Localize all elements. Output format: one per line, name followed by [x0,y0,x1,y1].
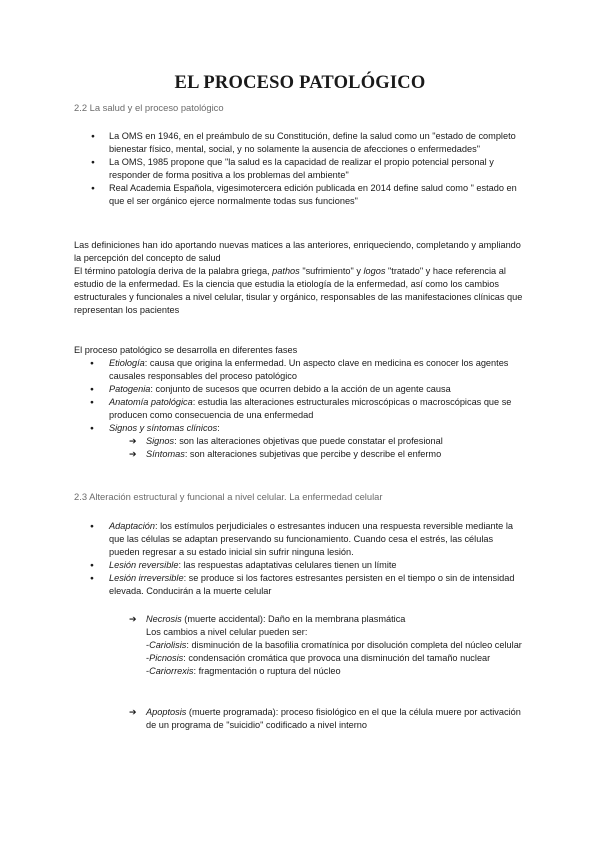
term: Etiología [109,358,145,368]
dash: - [146,666,150,676]
term: Picnosis [149,653,184,663]
list-item-pathological-anatomy [74,396,526,422]
text-span: "tratado" y hace referencia al estudio de la enfermedad. Es la ciencia que estudia la etiología de la enfermedad, así como los cambios estructurales y funcionales a nivel celular, tisular y orgánico, responsables de las manifestaciones clínicas que representan los pacientes [74,266,523,315]
text-span: : son alteraciones subjetivas que percibe y describe el enfermo [184,449,442,459]
phases-intro: El proceso patológico se desarrolla en diferentes fases [74,345,298,355]
dash: - [146,653,150,663]
term: Lesión reversible [109,560,179,570]
term: Necrosis [146,614,182,624]
text-span: : conjunto de sucesos que ocurren debido a la acción de un agente causa [150,384,451,394]
list-item-apoptosis [74,706,526,732]
definitions-paragraph [74,239,526,317]
term-logos: logos [363,266,386,276]
list-item-signs [74,435,526,448]
text-span: El término patología deriva de la palabra griega, [74,266,273,276]
arrow-right-icon: ➔ [129,614,137,624]
phases-block [74,344,526,461]
term: Cariolisis [149,640,187,650]
text-span: : [217,423,220,433]
list-item-reversible-injury [74,559,526,572]
term: Lesión irreversible [109,573,184,583]
term: Adaptación [109,521,155,531]
list-item-pathogenesis [74,383,526,396]
arrow-right-icon: ➔ [129,707,137,717]
list-item-irreversible-injury [74,572,526,598]
arrow-right-icon: ➔ [129,436,137,446]
term: Signos y síntomas clínicos [109,423,218,433]
text-span: : son las alteraciones objetivas que puede constatar el profesional [174,436,443,446]
list-item: ● La OMS, 1985 propone que "la salud es la capacidad de realizar el propio potencial personal y responder de forma positiva a los problemas del ambiente" [74,156,526,182]
term: Patogenia [109,384,151,394]
text-span: (muerte accidental): Daño en la membrana plasmática [181,614,406,624]
text-span: : las respuestas adaptativas celulares tienen un límite [178,560,397,570]
dash: - [146,640,150,650]
section-heading-2-3: 2.3 Alteración estructural y funcional a nivel celular. La enfermedad celular [74,491,383,502]
text-span: : estudia las alteraciones estructurales microscópicas o macroscópicas que se producen como consecuencia de una enfermedad [109,397,512,420]
term-pathos: pathos [272,266,300,276]
list-item-symptoms [74,448,526,461]
text-span: : causa que origina la enfermedad. Un aspecto clave en medicina es conocer los agentes causales responsables del proceso patológico [109,358,509,381]
item-picnosis [146,652,526,665]
list-item-adaptation [74,520,526,559]
necrosis-details [74,626,526,678]
item-cariorrexis [146,665,526,678]
term: Signos [146,436,175,446]
term: Apoptosis [146,707,187,717]
item-cariolisis [146,639,526,652]
page-title: EL PROCESO PATOLÓGICO [174,73,426,93]
list-item-etiology [74,357,526,383]
term: Síntomas [146,449,185,459]
term: Cariorrexis [149,666,194,676]
necrosis-block [74,613,526,678]
paragraph-pathology [74,265,526,317]
health-definitions-list [74,130,526,208]
list-item: ● Real Academia Española, vigesimotercera edición publicada en 2014 define salud como " estado en que el ser orgánico ejerce normalmente todas sus funciones" [74,182,526,208]
list-item-signs-symptoms [74,422,526,435]
list-item: ● La OMS en 1946, en el preámbulo de su Constitución, define la salud como un "estado de completo bienestar físico, mental, social, y no solamente la ausencia de afecciones o enfermedades" [74,130,526,156]
section-heading-2-2: 2.2 La salud y el proceso patológico [74,102,224,113]
text-span: "sufrimiento" y [299,266,364,276]
list-item-necrosis [74,613,526,626]
cellular-alterations-list [74,520,526,598]
apoptosis-block [74,706,526,732]
arrow-right-icon: ➔ [129,449,137,459]
paragraph-definitions: Las definiciones han ido aportando nuevas matices a las anteriores, enriqueciendo, completando y ampliando la percepción del concepto de salud [74,240,521,263]
text-span: : condensación cromática que provoca una disminución del tamaño nuclear [183,653,491,663]
text-span: : los estímulos perjudiciales o estresantes inducen una respuesta reversible mediante la que las células se adaptan preservando su funcionamiento. Cuando cesa el estrés, las células pueden regresar a su estado inicial sin sufrir ninguna lesión. [109,521,513,557]
text-span: : se produce si los factores estresantes persisten en el tiempo o sin de intensidad elevada. Conducirán a la muerte celular [109,573,515,596]
text-span: (muerte programada): proceso fisiológico en el que la célula muere por activación de un programa de "suicidio" codificado a nivel interno [146,707,521,730]
text-span: : disminución de la basofilia cromatínica por disolución completa del núcleo celular [186,640,522,650]
term: Anatomía patológica [109,397,193,407]
text-span: : fragmentación o ruptura del núcleo [193,666,341,676]
necrosis-intro: Los cambios a nivel celular pueden ser: [146,627,308,637]
